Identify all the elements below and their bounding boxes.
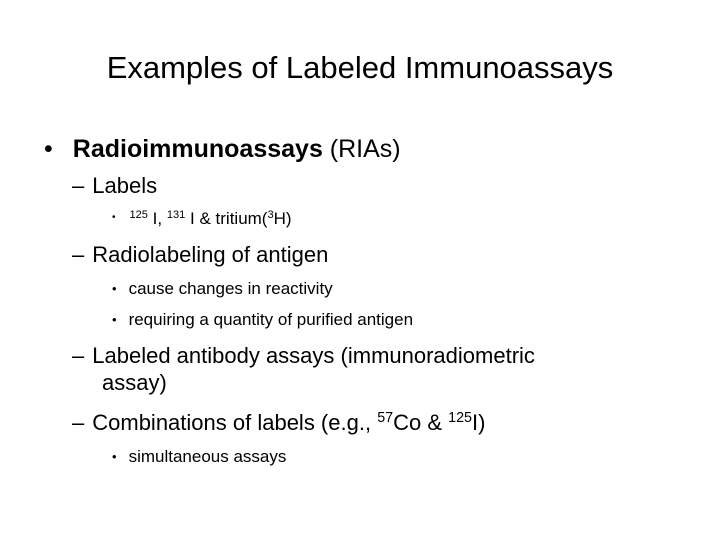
i125-mass-number: 125: [448, 410, 472, 427]
labeled-antibody-text: Labeled antibody assays (immunoradiometric: [92, 343, 535, 368]
i131-text: I & tritium(: [185, 209, 268, 228]
i125-mass-number: 125: [129, 208, 148, 221]
i125-text: I): [471, 410, 486, 435]
bullet-dot-icon: •: [44, 135, 53, 163]
bullet-labeled-antibody: [72, 342, 535, 369]
bullet-dash-icon: –: [72, 410, 85, 435]
ria-abbrev-text: (RIAs): [322, 135, 401, 163]
list-item: [112, 278, 333, 300]
co57-text: Co &: [393, 410, 449, 435]
ria-bold-text: Radioimmunoassays: [72, 135, 323, 163]
list-item: [112, 309, 413, 331]
bullet-dash-icon: –: [72, 242, 85, 267]
bullet-dot-icon: •: [112, 449, 117, 464]
i125-text: I,: [147, 209, 167, 228]
bullet-radiolabeling: [72, 241, 328, 268]
i131-mass-number: 131: [166, 208, 186, 221]
slide-title: Examples of Labeled Immunoassays: [106, 50, 614, 85]
co57-mass-number: 57: [377, 410, 394, 427]
bullet-dot-icon: •: [112, 281, 117, 296]
h3-mass-number: 3: [267, 208, 274, 221]
list-item-text: cause changes in reactivity: [128, 279, 333, 298]
list-item-text: requiring a quantity of purified antigen: [128, 310, 414, 329]
bullet-dot-small-icon: •: [112, 212, 116, 223]
bullet-radioimmunoassays: [44, 134, 401, 164]
list-item: [112, 446, 286, 468]
list-item-text: simultaneous assays: [128, 447, 287, 466]
bullet-dot-icon: •: [112, 312, 117, 327]
labeled-antibody-continuation: assay): [102, 370, 167, 395]
bullet-combinations: [72, 409, 485, 436]
combinations-text: Combinations of labels (e.g.,: [92, 410, 378, 435]
labels-heading: Labels: [92, 173, 158, 198]
bullet-dash-icon: –: [72, 173, 85, 198]
bullet-isotopes: [112, 207, 292, 230]
bullet-labels: [72, 172, 157, 199]
h3-text: H): [273, 209, 292, 228]
bullet-dash-icon: –: [72, 343, 85, 368]
radiolabeling-heading: Radiolabeling of antigen: [92, 242, 329, 267]
